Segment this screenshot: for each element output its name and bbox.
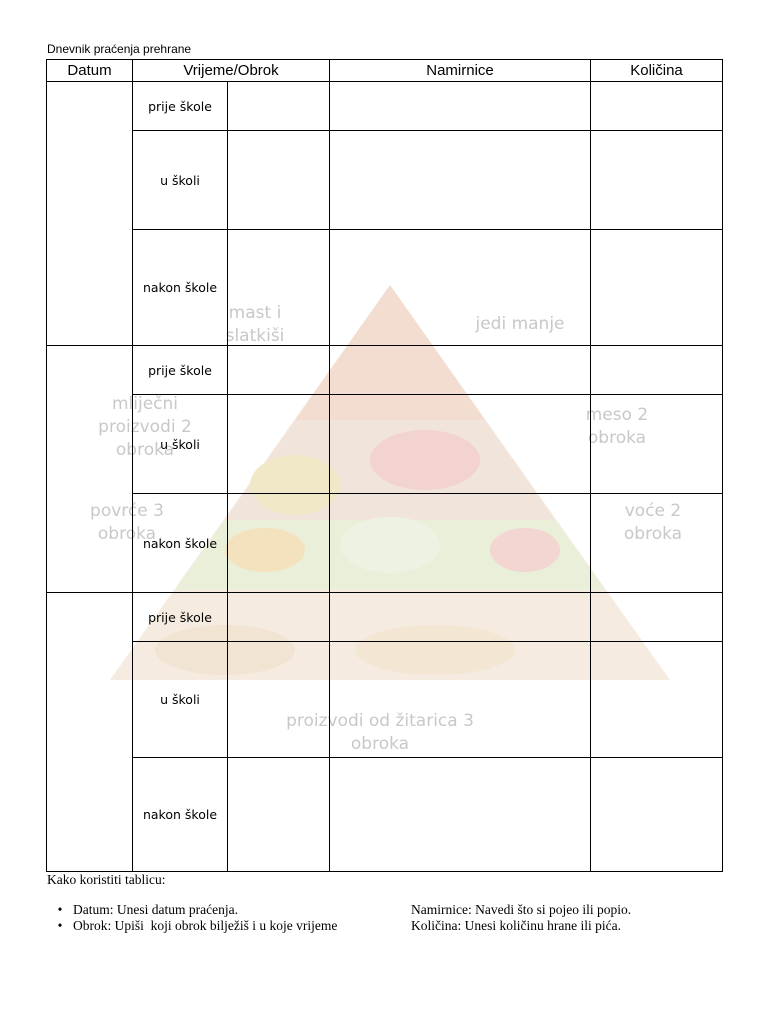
date-cell[interactable] [47, 346, 133, 593]
quantity-cell[interactable] [591, 346, 723, 395]
column-header-time-meal: Vrijeme/Obrok [133, 60, 330, 82]
instructions-heading: Kako koristiti tablicu: [47, 872, 166, 887]
meal-label: u školi [133, 642, 228, 758]
date-cell[interactable] [47, 82, 133, 346]
instruction-quantity: Količina: Unesi količinu hrane ili pića. [411, 918, 621, 933]
foods-cell[interactable] [330, 758, 591, 872]
meal-label: nakon škole [133, 494, 228, 593]
column-header-foods: Namirnice [330, 60, 591, 82]
time-cell[interactable] [228, 346, 330, 395]
time-cell[interactable] [228, 395, 330, 494]
time-cell[interactable] [228, 758, 330, 872]
list-item [47, 918, 747, 934]
meal-label: nakon škole [133, 230, 228, 346]
instruction-meal: Obrok: Upiši koji obrok bilježiš i u koje vrijeme [73, 918, 338, 933]
time-cell[interactable] [228, 593, 330, 642]
foods-cell[interactable] [330, 346, 591, 395]
time-cell[interactable] [228, 230, 330, 346]
time-cell[interactable] [228, 494, 330, 593]
table-header-row [47, 60, 723, 82]
foods-cell[interactable] [330, 395, 591, 494]
watermark-eat-less: jedi manje [475, 314, 565, 334]
time-cell[interactable] [228, 642, 330, 758]
meal-label: u školi [133, 395, 228, 494]
table-row [47, 82, 723, 131]
table-row [47, 230, 723, 346]
food-diary-table [46, 59, 723, 872]
quantity-cell[interactable] [591, 642, 723, 758]
instruction-date: Datum: Unesi datum praćenja. [73, 902, 238, 917]
watermark-dairy: mliječni proizvodi 2 obroka [98, 394, 192, 460]
time-cell[interactable] [228, 82, 330, 131]
foods-cell[interactable] [330, 494, 591, 593]
meal-label: u školi [133, 131, 228, 230]
foods-cell[interactable] [330, 593, 591, 642]
table-row [47, 593, 723, 642]
quantity-cell[interactable] [591, 82, 723, 131]
meal-label: prije škole [133, 593, 228, 642]
foods-cell[interactable] [330, 642, 591, 758]
watermark-meat: meso 2 obroka [585, 405, 649, 448]
quantity-cell[interactable] [591, 230, 723, 346]
table-row [47, 346, 723, 395]
quantity-cell[interactable] [591, 593, 723, 642]
foods-cell[interactable] [330, 82, 591, 131]
column-header-quantity: Količina [591, 60, 723, 82]
table-row [47, 494, 723, 593]
document-title: Dnevnik praćenja prehrane [47, 42, 192, 56]
date-cell[interactable] [47, 593, 133, 872]
meal-label: prije škole [133, 346, 228, 395]
watermark-grains: proizvodi od žitarica 3 obroka [286, 711, 474, 754]
watermark-fruit: voće 2 obroka [623, 501, 683, 544]
time-cell[interactable] [228, 131, 330, 230]
bullet-icon: • [57, 902, 63, 917]
instruction-foods: Namirnice: Navedi što si pojeo ili popio. [411, 902, 632, 917]
quantity-cell[interactable] [591, 758, 723, 872]
watermark-vegetables: povrće 3 obroka [90, 501, 164, 544]
meal-label: prije škole [133, 82, 228, 131]
instructions [47, 872, 747, 934]
meal-label: nakon škole [133, 758, 228, 872]
table-row [47, 758, 723, 872]
watermark-fats: mast i slatkiši [225, 303, 285, 346]
list-item [47, 902, 747, 918]
column-header-date: Datum [47, 60, 133, 82]
quantity-cell[interactable] [591, 131, 723, 230]
table-row [47, 642, 723, 758]
quantity-cell[interactable] [591, 395, 723, 494]
foods-cell[interactable] [330, 131, 591, 230]
bullet-icon: • [57, 918, 63, 933]
table-row [47, 131, 723, 230]
foods-cell[interactable] [330, 230, 591, 346]
table-row [47, 395, 723, 494]
quantity-cell[interactable] [591, 494, 723, 593]
